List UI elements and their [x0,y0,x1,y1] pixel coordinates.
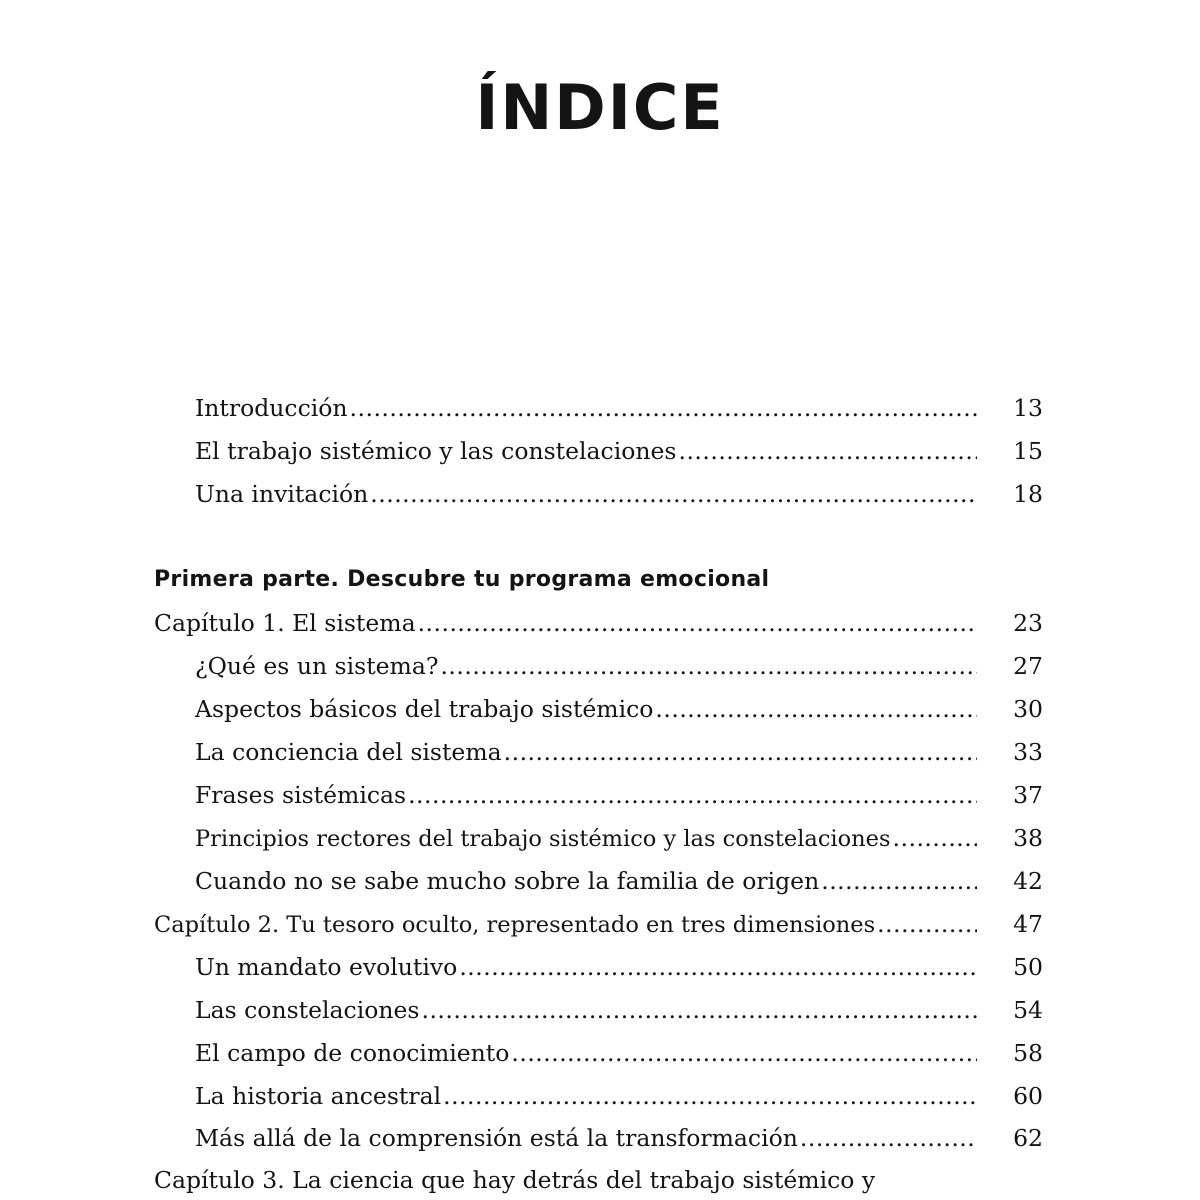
toc-entry-label: Principios rectores del trabajo sistémico y las constelaciones [195,826,891,852]
toc-entry-page: 30 [1013,695,1043,723]
toc-entry-page: 54 [1013,996,1043,1024]
toc-entry-page: 13 [1013,394,1043,422]
toc-entry-page: 50 [1013,953,1043,981]
toc-entry-page: 58 [1013,1039,1043,1067]
toc-chapter-2 [154,904,1043,944]
toc-entry [195,732,1043,772]
toc-entry-label: Un mandato evolutivo [195,953,458,981]
toc-entry-introduccion [195,388,1043,428]
toc-entry-label: Frases sistémicas [195,781,407,809]
toc-entry-invitacion [195,474,1043,514]
toc-entry-label: Cuando no se sabe mucho sobre la familia de origen [195,867,820,895]
toc-entry-label: Aspectos básicos del trabajo sistémico [195,695,654,723]
toc-chapter-label: Capítulo 2. Tu tesoro oculto, representado en tres dimensiones [154,912,876,938]
toc-entry-page: 38 [1013,824,1043,852]
toc-entry [195,646,1043,686]
toc-entry [195,861,1043,901]
dot-leader [370,474,977,514]
dot-leader [443,1076,977,1116]
toc-chapter-1 [154,603,1043,643]
part-heading: Primera parte. Descubre tu programa emocional [154,567,770,592]
toc-entry-label: La conciencia del sistema [195,738,502,766]
dot-leader [678,431,977,471]
toc-entry-label: Más allá de la comprensión está la transformación [195,1124,798,1152]
toc-entry [195,1076,1043,1116]
dot-leader [655,689,977,729]
toc-entry [195,689,1043,729]
toc-entry-trabajo-sistemico [195,431,1043,471]
toc-chapter-page: 47 [1013,910,1043,938]
toc-entry-label: El trabajo sistémico y las constelaciones [195,437,677,465]
dot-leader [408,775,977,815]
toc-entry-label: Introducción [195,394,348,422]
toc-entry-page: 33 [1013,738,1043,766]
dot-leader [418,603,977,643]
dot-leader [821,861,977,901]
dot-leader [440,646,977,686]
toc-entry [195,775,1043,815]
toc-chapter-label: Capítulo 1. El sistema [154,609,416,637]
toc-entry [195,1033,1043,1073]
dot-leader [893,818,977,858]
toc-entry-label: El campo de conocimiento [195,1039,510,1067]
dot-leader [511,1033,977,1073]
toc-entry [195,947,1043,987]
toc-entry-page: 62 [1013,1124,1043,1152]
toc-entry-page: 42 [1013,867,1043,895]
toc-chapter-label: Capítulo 3. La ciencia que hay detrás del trabajo sistémico y [154,1166,876,1194]
toc-entry-label: ¿Qué es un sistema? [195,652,439,680]
dot-leader [504,732,977,772]
toc-entry [195,990,1043,1030]
toc-entry [195,1118,1043,1158]
toc-entry-page: 37 [1013,781,1043,809]
toc-chapter-page: 23 [1013,609,1043,637]
page-title: ÍNDICE [475,71,725,144]
dot-leader [877,904,977,944]
toc-entry-page: 27 [1013,652,1043,680]
dot-leader [350,388,977,428]
toc-entry-page: 60 [1013,1082,1043,1110]
toc-entry-label: La historia ancestral [195,1082,442,1110]
dot-leader [421,990,977,1030]
toc-entry-page: 15 [1013,437,1043,465]
toc-chapter-3 [154,1160,875,1200]
toc-entry-page: 18 [1013,480,1043,508]
dot-leader [459,947,977,987]
toc-entry-label: Las constelaciones [195,996,420,1024]
dot-leader [800,1118,977,1158]
toc-entry-label: Una invitación [195,480,369,508]
toc-entry [195,818,1043,858]
